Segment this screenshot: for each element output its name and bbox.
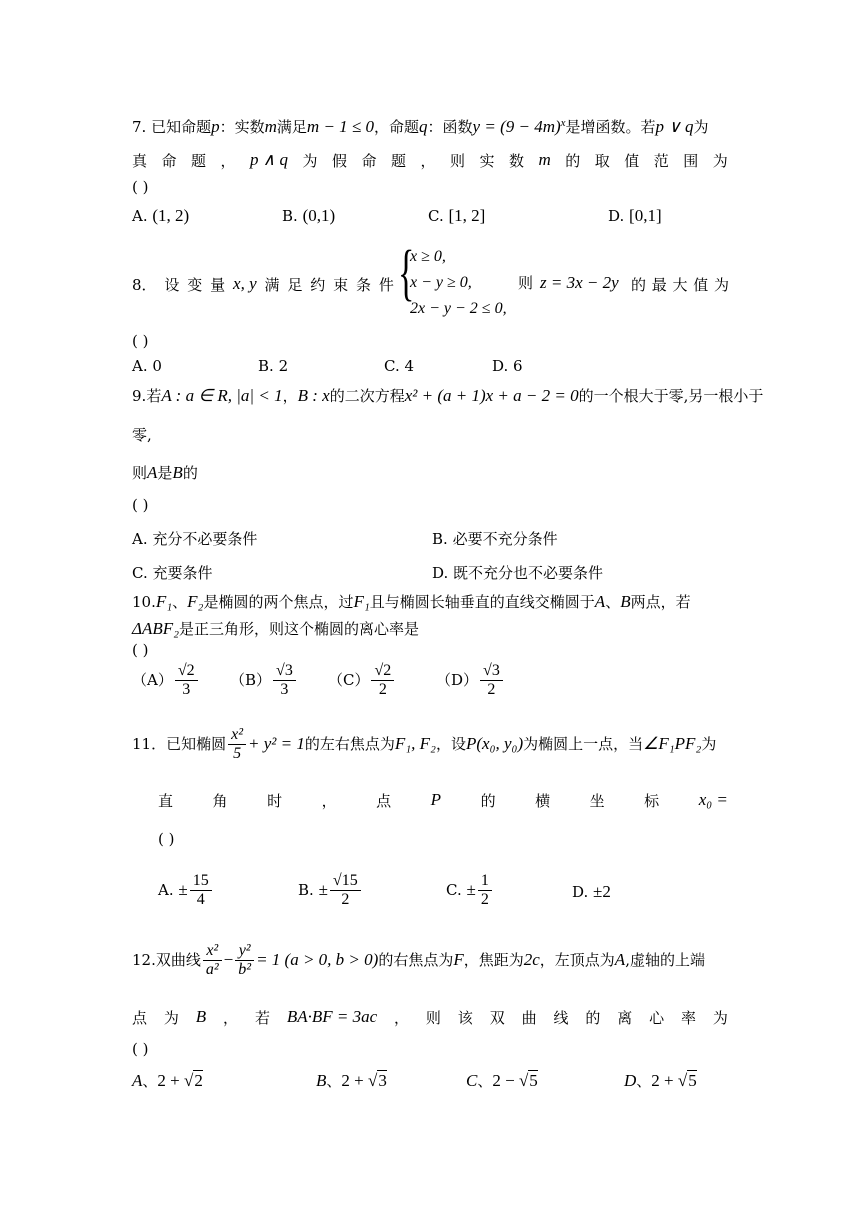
q11-line2: 直 角 时 ， 点 P 的 横 坐 标 x₀ = [158, 790, 728, 810]
q9-line2: 零, [132, 426, 152, 444]
q12-number: 12. [132, 950, 156, 969]
q10-option-c: （C） $\frac{√2}{2}$ [328, 662, 396, 700]
q10-number: 10. [132, 593, 156, 611]
q9-answer-paren: ( ) [132, 496, 149, 514]
q8-option-a: A. 0 [132, 357, 162, 375]
q12-option-a: A、2 + √2 [132, 1071, 203, 1090]
q8-answer-paren: ( ) [132, 332, 149, 350]
q10-option-a: （A） $\frac{√2}{3}$ [132, 662, 200, 700]
q10-line1: 10.F₁、F₂是椭圆的两个焦点，过F₁且与椭圆长轴垂直的直线交椭圆于A、B两点，若 [132, 592, 691, 611]
q8-lead: 8． 设 变 量 x, y 满 足 约 束 条 件 [132, 274, 394, 294]
q11-number: 11． [132, 734, 167, 753]
q9-option-b: B. 必要不充分条件 [432, 530, 558, 548]
q7-option-c: C. [1, 2] [428, 206, 486, 225]
q11-option-b: B. ± $\frac{√15}{2}$ [298, 872, 363, 910]
q7-option-a: A. (1, 2) [132, 206, 190, 225]
q10-answer-paren: ( ) [132, 641, 149, 659]
q11-option-a: A. ± $\frac{15}{4}$ [158, 872, 214, 910]
q12-option-c: C、2 − √5 [466, 1071, 538, 1090]
q9-option-c: C. 充要条件 [132, 564, 213, 582]
q10-option-b: （B） $\frac{√3}{3}$ [230, 662, 298, 700]
q10-triangle: ΔABF₂ [132, 619, 180, 638]
q12-line1: 12.双曲线 $\frac{\text{x²}}{\text{a²}}$ − $\frac{\text{y²}}{\text{b²}}$ = 1 (a > 0, b > 0)的右焦点为F，焦距为2c，左顶点为A,虚轴的上端 [132, 942, 705, 979]
q9-option-a: A. 充分不必要条件 [132, 530, 258, 548]
q12-line2: 点 为 B ， 若 BA·BF = 3ac ， 则 该 双 曲 线 的 离 心 率 为 [132, 1007, 728, 1027]
q8-tail: 的 最 大 值 为 [631, 276, 729, 294]
q9-equation: x² + (a + 1)x + a − 2 = 0 [404, 386, 579, 405]
q11-answer-paren: ( ) [158, 830, 175, 848]
q8-option-c: C. 4 [384, 357, 415, 375]
q7-condition-p: m − 1 ≤ 0 [306, 117, 375, 136]
q11-line1: 11．已知椭圆 $\frac{\text{x²}}{5}$ + y² = 1的左右焦点为F₁, F₂，设P(x₀, y₀)为椭圆上一点，当∠F₁PF₂为 [132, 726, 717, 763]
q11-option-d: D. ±2 [572, 882, 611, 901]
q8-option-d: D. 6 [492, 357, 523, 375]
q7-option-b: B. (0,1) [282, 206, 336, 225]
q8-option-b: B. 2 [258, 357, 289, 375]
q11-option-c: C. ± $\frac{1}{2}$ [446, 872, 494, 910]
q8-number: 8． [132, 276, 157, 294]
q9-set-b: B : x [297, 386, 330, 405]
q10-option-d: （D） $\frac{√3}{2}$ [436, 662, 505, 700]
q12-answer-paren: ( ) [132, 1040, 149, 1058]
q12-option-b: B、2 + √3 [316, 1071, 387, 1090]
q8-constraint-system: x ≥ 0, x − y ≥ 0, 2x − y − 2 ≤ 0, [410, 248, 507, 317]
q10-line2: ΔABF₂是正三角形，则这个椭圆的离心率是 [132, 619, 420, 638]
q7-line2: 真 命 题 ， p ∧ q 为 假 命 题 ， 则 实 数 m 的 取 值 范 围 为 [132, 150, 728, 170]
q7-number: 7. [132, 118, 147, 136]
q7-line1: 7. 已知命题p：实数m满足m − 1 ≤ 0，命题q：函数$y = (9 - 4m)^x$是增函数。若p ∨ q为 [132, 117, 709, 136]
q7-option-d: D. [0,1] [608, 206, 662, 225]
q8-system-brace: { [398, 239, 415, 307]
q12-option-d: D、2 + √5 [624, 1071, 697, 1090]
q8-then: 则 [518, 274, 534, 292]
q9-line1: 9.若A : a ∈ R, |a| < 1，B : x的二次方程x² + (a + 1)x + a − 2 = 0的一个根大于零,另一根小于 [132, 386, 764, 405]
q9-line3: 则A是B的 [132, 463, 198, 482]
q7-function: y = (9 − 4m) [472, 117, 561, 136]
q9-option-d: D. 既不充分也不必要条件 [432, 564, 604, 582]
q8-objective: z = 3x − 2y [540, 273, 619, 292]
q9-set-a: A : a ∈ R, |a| < 1 [161, 386, 283, 405]
q7-answer-paren: ( ) [132, 178, 149, 196]
q9-number: 9. [132, 387, 147, 405]
